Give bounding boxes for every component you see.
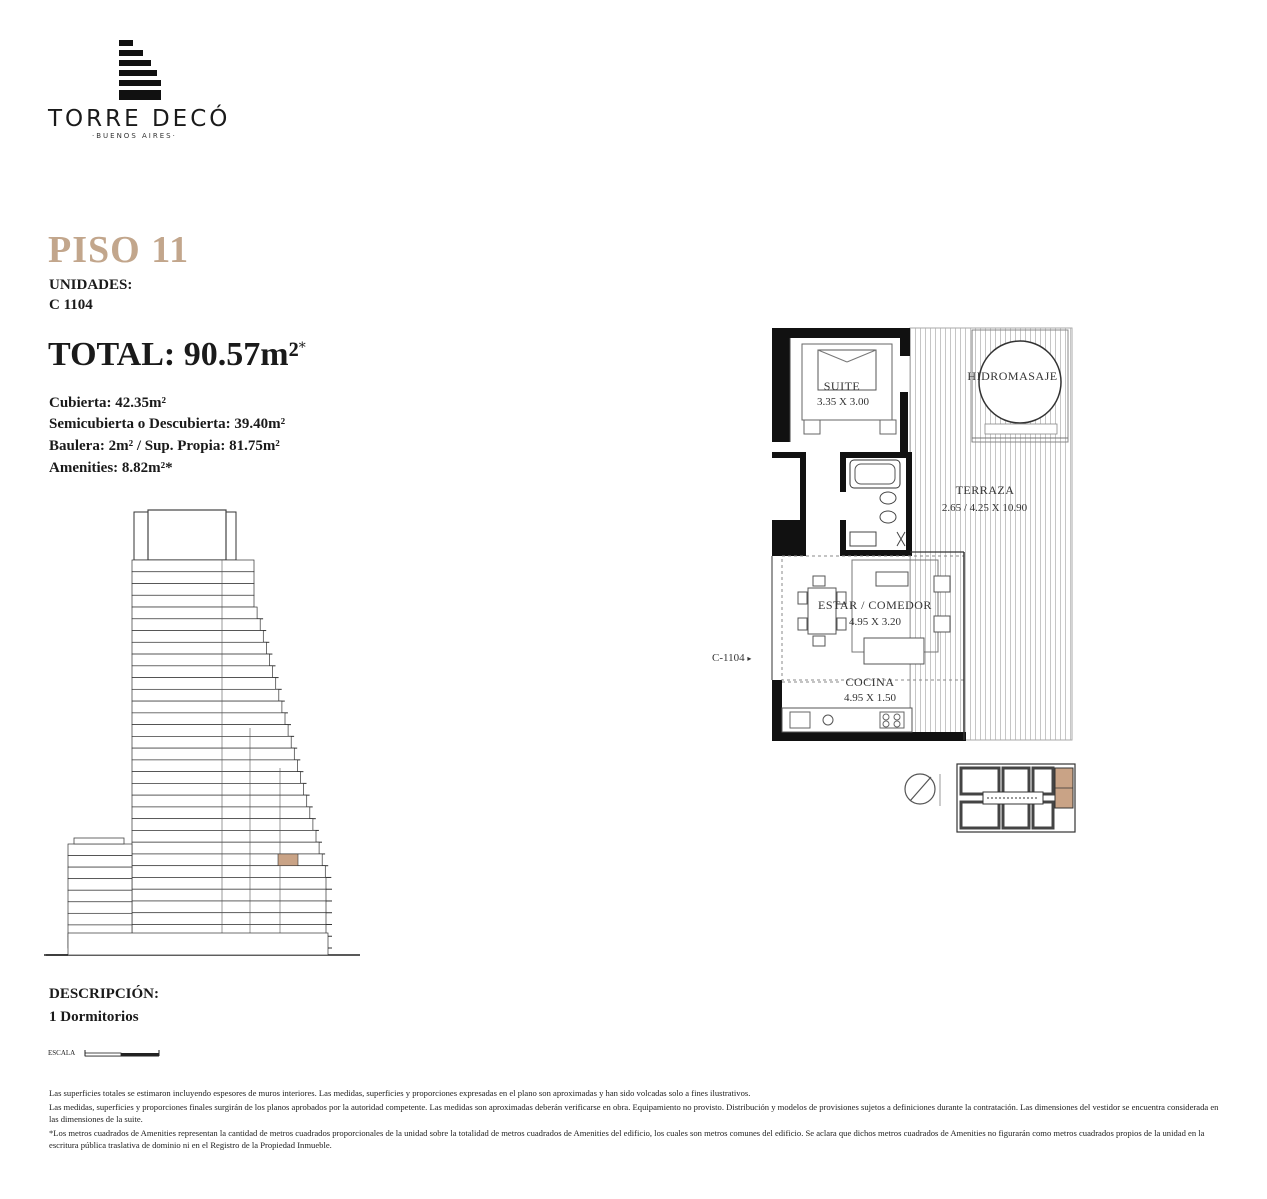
brand-name: TORRE DECÓ xyxy=(48,106,231,132)
building-elevation-drawing xyxy=(44,508,364,960)
north-compass xyxy=(902,770,942,810)
footnote-1: Las superficies totales se estimaron incluyendo espesores de muros interiores. Las medidas, superficies y proporciones expresadas en el plano son aproximadas y han sido volcadas solo a fines ilustrativos. xyxy=(49,1088,751,1098)
scale-bar xyxy=(48,1046,168,1060)
room-estar-label: ESTAR / COMEDOR xyxy=(818,598,932,612)
units-label: UNIDADES: xyxy=(49,277,133,293)
room-terraza-label: TERRAZA xyxy=(955,483,1015,497)
total-area-mark: * xyxy=(298,340,306,356)
scale-label: ESCALA xyxy=(48,1049,76,1057)
floor-title: PISO 11 xyxy=(48,229,190,271)
building-elevation xyxy=(44,508,364,960)
unit-code: C 1104 xyxy=(49,297,93,313)
spec-baulera: Baulera: 2m² / Sup. Propia: 81.75m² xyxy=(49,438,280,454)
footnote-2: Las medidas, superficies y proporciones finales surgirán de los planos aprobados por la autoridad competente. Las medidas son aproximadas deberán verificarse en obra. Equipamiento no provisto. Distribución y modelos de provisiones sujetos a definiciones durante la contratación. Las dimensiones del vestidor se encuentra considerada en las dimensiones de la suite. xyxy=(49,1102,1219,1124)
scale-ruler xyxy=(84,1046,164,1060)
description-label: DESCRIPCIÓN: xyxy=(49,986,160,1002)
room-cocina-label: COCINA xyxy=(845,675,895,689)
spec-amenities: Amenities: 8.82m²* xyxy=(49,460,173,476)
hidromasaje-label: HIDROMASAJE xyxy=(967,369,1058,383)
room-cocina-dims: 4.95 X 1.50 xyxy=(844,692,896,704)
spec-cubierta: Cubierta: 42.35m² xyxy=(49,395,166,411)
total-area-value: TOTAL: 90.57m² xyxy=(48,336,299,373)
footnote-3: *Los metros cuadrados de Amenities representan la cantidad de metros cuadrados proporcionales de la unidad sobre la totalidad de metros cuadrados de Amenities del edificio, los cuales son metros comunes del edificio. Se aclara que dichos metros cuadrados de Amenities no figurarán como metros cuadrados propios de la unidad en la escritura pública traslativa de dominio ni en el Registro de la Propiedad Inmueble. xyxy=(49,1128,1205,1150)
key-plan xyxy=(955,762,1079,834)
total-area xyxy=(48,336,306,374)
tower-logo-icon xyxy=(119,40,161,100)
brand-logo xyxy=(119,40,161,100)
unit-tag-arrow-icon: ▸ xyxy=(747,654,752,663)
unit-tag-label: C-1104 xyxy=(712,652,745,664)
unit-tag xyxy=(712,652,751,664)
spec-semicubierta: Semicubierta o Descubierta: 39.40m² xyxy=(49,416,286,432)
room-suite-label: SUITE xyxy=(823,379,861,393)
description-value: 1 Dormitorios xyxy=(49,1009,139,1025)
key-plan-drawing xyxy=(955,762,1079,834)
room-estar-dims: 4.95 X 3.20 xyxy=(849,616,901,628)
compass-icon xyxy=(902,770,942,810)
brand-subtitle: ·BUENOS AIRES· xyxy=(92,132,177,140)
room-suite-dims: 3.35 X 3.00 xyxy=(817,396,869,408)
room-terraza-dims: 2.65 / 4.25 X 10.90 xyxy=(941,502,1028,514)
